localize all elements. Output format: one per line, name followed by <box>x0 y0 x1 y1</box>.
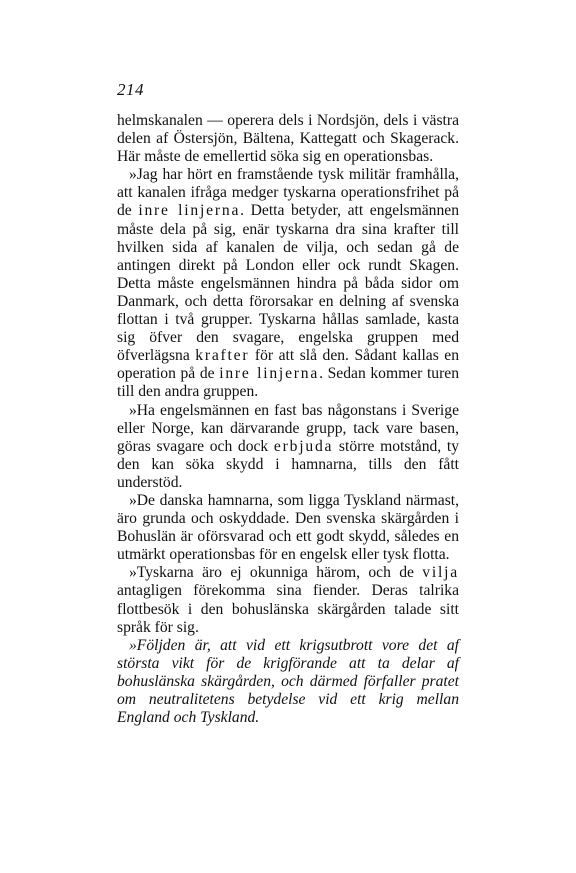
text-run: helmskanalen — operera dels i Nordsjön, dels i västra delen af Östersjön, Bältena, Kattegatt och Skagerack. Här måste de emellertid söka sig en operationsbas. <box>117 112 459 166</box>
paragraph-1 <box>117 112 459 166</box>
text-run: . Sedan kommer turen till den andra gruppen. <box>117 365 459 401</box>
paragraph-5 <box>117 564 459 636</box>
text-run: »Jag har hört en framstående tysk militär framhålla, att kanalen ifråga medger tyskarna operationsfrihet på de <box>117 166 459 220</box>
text-run: större motstånd, ty den kan söka skydd i hamnarna, tills den fått understöd. <box>117 437 459 491</box>
paragraph-4 <box>117 492 459 564</box>
paragraph-3 <box>117 402 459 492</box>
spaced-emphasis: krafter <box>195 347 250 365</box>
text-run: »Ha engelsmännen en fast bas någonstans i Sverige eller Norge, kan därvarande grupp, tack vare basen, göras svagare och dock <box>117 401 459 455</box>
text-run: antagligen förekomma sina fiender. Deras talrika flottbesök i den bohuslänska skärgården talade sitt språk för sig. <box>117 582 459 636</box>
paragraph-6 <box>117 637 459 727</box>
text-run: »Tyskarna äro ej okunniga härom, och de <box>129 564 423 582</box>
spaced-emphasis: inre linjerna <box>219 365 320 383</box>
paragraph-2 <box>117 166 459 401</box>
italic-text: Följden är, att vid ett krigsutbrott vore det af största vikt för de krigförande att ta delar af bohuslänska skärgården, och därmed förfaller pratet om neutralitetens betydelse vid ett krig mellan England och Tyskland. <box>117 636 459 727</box>
text-run: . Detta betyder, att engelsmännen måste dela på sig, enär tyskarna dra sina krafter till hvilken sida af kanalen de vilja, och sedan gå de antingen direkt på London eller ock rundt Skagen. Detta måste engelsmännen hindra på båda sidor om Danmark, och detta förorsakar en delning af svenska flottan i två grupper. Tyskarna hållas samlade, kasta sig öfver den svagare, engelska gruppen med öfverlägsna <box>117 202 459 365</box>
spaced-emphasis: erbjuda <box>273 437 334 455</box>
spaced-emphasis: inre linjerna <box>138 202 241 220</box>
text-run: » <box>129 636 137 654</box>
body-text <box>117 112 459 727</box>
text-run: »De danska hamnarna, som ligga Tyskland närmast, äro grunda och oskyddade. Den svenska skärgården i Bohuslän är oförsvarad och ett godt skydd, således en utmärkt operationsbas för en engelsk eller tysk flotta. <box>117 491 459 564</box>
text-run: för att slå den. Sådant kallas en operation på de <box>117 347 459 383</box>
spaced-emphasis: vilja <box>422 564 459 582</box>
page-number: 214 <box>117 80 144 99</box>
